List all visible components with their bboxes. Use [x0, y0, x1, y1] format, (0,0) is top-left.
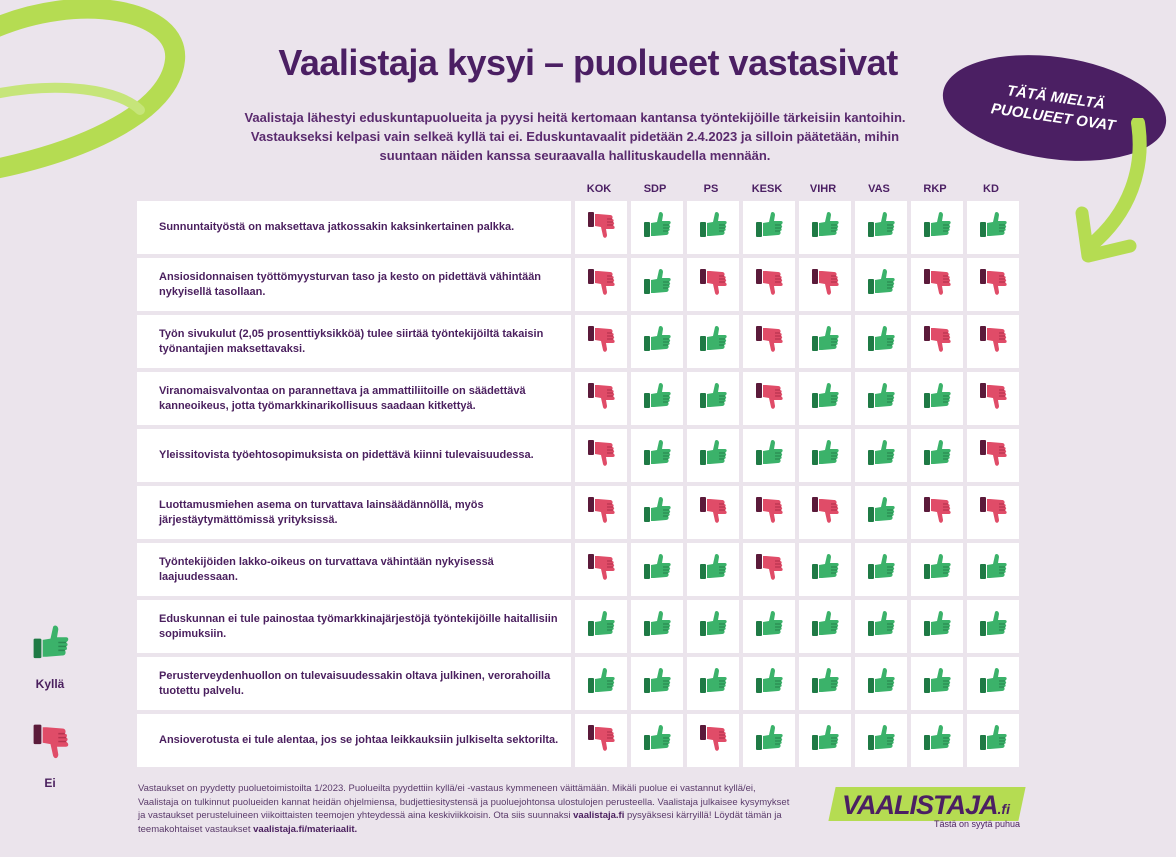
thumbs-up-icon	[642, 381, 672, 416]
answer-kesk	[743, 315, 795, 368]
thumbs-down-icon	[754, 324, 784, 359]
thumbs-down-icon	[754, 381, 784, 416]
answer-vihr	[799, 429, 851, 482]
thumbs-up-icon	[642, 723, 672, 758]
answer-sdp	[631, 600, 683, 653]
party-header-kesk: KESK	[751, 183, 783, 195]
answer-vas	[855, 543, 907, 596]
answer-vihr	[799, 201, 851, 254]
thumbs-up-icon	[642, 666, 672, 701]
thumbs-up-icon	[866, 723, 896, 758]
answer-vihr	[799, 600, 851, 653]
thumbs-down-icon	[922, 324, 952, 359]
thumbs-down-icon	[586, 210, 616, 245]
thumbs-down-icon	[978, 324, 1008, 359]
answer-vihr	[799, 657, 851, 710]
thumbs-up-icon	[866, 324, 896, 359]
answer-kd	[967, 600, 1019, 653]
thumbs-down-icon	[586, 381, 616, 416]
table-row	[137, 657, 1023, 710]
party-header-vihr: VIHR	[809, 183, 837, 195]
answer-vihr	[799, 714, 851, 767]
answer-vas	[855, 315, 907, 368]
table-row	[137, 543, 1023, 596]
answer-kok	[575, 372, 627, 425]
answer-ps	[687, 657, 739, 710]
statement-text: Eduskunnan ei tule painostaa työmarkkinajärjestöjä työntekijöille haitallisiin sopimuksiin.	[137, 600, 571, 653]
thumbs-down-icon	[31, 748, 70, 765]
answer-rkp	[911, 258, 963, 311]
footer-text-1: Vastaukset on pyydetty puoluetoimistoilta 1/2023. Puolueilta pyydettiin kyllä/ei -vastaus kymmeneen väittämään. Mikäli puolue ei vastannut kyllä/ei, Vaalistaja on tulkinnut puolueiden kannat heidän ohjelmiensa, budjettiesitystensä ja puoluejohtonsa ulostulojen perusteella. Vaalistaja julkaisee kysymykset ja vastaukset perusteluineen viikoittaisten teemojen yhteydessä aina keskiviikkoisin. Ota siis suunnaksi	[138, 783, 790, 821]
answer-vihr	[799, 258, 851, 311]
party-header-rkp: RKP	[923, 183, 947, 195]
thumbs-up-icon	[810, 438, 840, 473]
answer-sdp	[631, 486, 683, 539]
thumbs-up-icon	[698, 210, 728, 245]
thumbs-up-icon	[922, 723, 952, 758]
thumbs-up-icon	[866, 552, 896, 587]
answer-ps	[687, 486, 739, 539]
footer-note	[138, 782, 798, 836]
answer-kd	[967, 315, 1019, 368]
answer-kd	[967, 429, 1019, 482]
thumbs-up-icon	[754, 723, 784, 758]
answer-kok	[575, 486, 627, 539]
thumbs-down-icon	[698, 723, 728, 758]
answer-sdp	[631, 543, 683, 596]
answer-rkp	[911, 429, 963, 482]
answer-kesk	[743, 201, 795, 254]
answer-kok	[575, 201, 627, 254]
answer-kok	[575, 429, 627, 482]
answer-kd	[967, 657, 1019, 710]
thumbs-up-icon	[922, 381, 952, 416]
thumbs-up-icon	[810, 324, 840, 359]
party-header-ps: PS	[703, 183, 719, 195]
thumbs-up-icon	[642, 438, 672, 473]
thumbs-down-icon	[586, 552, 616, 587]
thumbs-down-icon	[586, 438, 616, 473]
lime-swoosh-decoration	[0, 0, 200, 220]
answer-sdp	[631, 315, 683, 368]
thumbs-up-icon	[698, 552, 728, 587]
thumbs-up-icon	[698, 438, 728, 473]
thumbs-up-icon	[586, 666, 616, 701]
thumbs-up-icon	[642, 267, 672, 302]
thumbs-down-icon	[978, 267, 1008, 302]
answer-vas	[855, 429, 907, 482]
answer-sdp	[631, 429, 683, 482]
thumbs-up-icon	[978, 210, 1008, 245]
footer-link-site[interactable]: vaalistaja.fi	[573, 810, 625, 821]
answer-vas	[855, 258, 907, 311]
thumbs-up-icon	[978, 609, 1008, 644]
thumbs-up-icon	[698, 666, 728, 701]
thumbs-up-icon	[642, 210, 672, 245]
answer-vihr	[799, 543, 851, 596]
thumbs-down-icon	[810, 495, 840, 530]
thumbs-down-icon	[754, 495, 784, 530]
answer-kd	[967, 486, 1019, 539]
thumbs-up-icon	[922, 210, 952, 245]
table-row	[137, 714, 1023, 767]
thumbs-up-icon	[866, 210, 896, 245]
answer-kok	[575, 600, 627, 653]
answer-rkp	[911, 486, 963, 539]
answer-kok	[575, 714, 627, 767]
table-row	[137, 600, 1023, 653]
thumbs-down-icon	[978, 438, 1008, 473]
answer-ps	[687, 714, 739, 767]
answer-rkp	[911, 372, 963, 425]
answer-rkp	[911, 543, 963, 596]
intro-text: Vaalistaja lähestyi eduskuntapuolueita ja pyysi heitä kertomaan kantansa työntekijöille tärkeisiin kantoihin. Vastaukseksi kelpasi vain selkeä kyllä tai ei. Eduskuntavaalit pidetään 2.4.2023 ja silloin päätetään, mihin suuntaan näiden kanssa seuraavalla hallituskaudella mennään.	[244, 110, 906, 163]
thumbs-up-icon	[866, 495, 896, 530]
thumbs-down-icon	[810, 267, 840, 302]
party-header-row	[573, 183, 1021, 195]
statement-text: Ansioverotusta ei tule alentaa, jos se johtaa leikkauksiin julkiselta sektorilta.	[137, 714, 571, 767]
answer-sdp	[631, 714, 683, 767]
thumbs-up-icon	[642, 552, 672, 587]
table-row	[137, 429, 1023, 482]
logo-main: VAALISTAJA	[842, 790, 998, 820]
thumbs-down-icon	[978, 381, 1008, 416]
answers-table	[137, 201, 1023, 771]
thumbs-up-icon	[810, 609, 840, 644]
vaalistaja-logo[interactable]	[832, 783, 1032, 833]
party-header-sdp: SDP	[643, 183, 667, 195]
thumbs-up-icon	[754, 666, 784, 701]
thumbs-up-icon	[810, 666, 840, 701]
thumbs-up-icon	[31, 649, 70, 666]
thumbs-up-icon	[866, 267, 896, 302]
logo-wordmark	[842, 790, 1010, 821]
table-row	[137, 201, 1023, 254]
statement-text: Työntekijöiden lakko-oikeus on turvattava vähintään nykyisessä laajuudessaan.	[137, 543, 571, 596]
thumbs-up-icon	[978, 552, 1008, 587]
party-header-kd: KD	[983, 183, 999, 195]
answer-ps	[687, 258, 739, 311]
party-header-vas: VAS	[868, 183, 890, 195]
answer-rkp	[911, 315, 963, 368]
thumbs-up-icon	[754, 438, 784, 473]
thumbs-up-icon	[754, 609, 784, 644]
thumbs-up-icon	[922, 666, 952, 701]
footer-link-materials[interactable]: vaalistaja.fi/materiaalit.	[253, 823, 358, 835]
answer-kesk	[743, 543, 795, 596]
thumbs-up-icon	[922, 552, 952, 587]
answer-kok	[575, 657, 627, 710]
answer-ps	[687, 372, 739, 425]
answer-vas	[855, 201, 907, 254]
answer-kd	[967, 372, 1019, 425]
answer-vihr	[799, 486, 851, 539]
answer-vihr	[799, 372, 851, 425]
answer-kesk	[743, 486, 795, 539]
answer-kok	[575, 315, 627, 368]
thumbs-down-icon	[698, 495, 728, 530]
answer-ps	[687, 315, 739, 368]
table-row	[137, 258, 1023, 311]
thumbs-down-icon	[922, 267, 952, 302]
thumbs-down-icon	[698, 267, 728, 302]
answer-rkp	[911, 201, 963, 254]
answer-kesk	[743, 258, 795, 311]
answer-sdp	[631, 657, 683, 710]
answer-kok	[575, 258, 627, 311]
statement-text: Viranomaisvalvontaa on parannettava ja ammattiliitoille on säädettävä kanneoikeus, jotta työmarkkinarikollisuus saadaan kitkettyä.	[137, 372, 571, 425]
thumbs-up-icon	[922, 438, 952, 473]
page-title: Vaalistaja kysyi – puolueet vastasivat	[278, 42, 898, 83]
thumbs-down-icon	[978, 495, 1008, 530]
logo-tagline: Tästä on syytä puhua	[934, 819, 1021, 829]
answer-vas	[855, 657, 907, 710]
answer-kesk	[743, 657, 795, 710]
thumbs-up-icon	[978, 666, 1008, 701]
thumbs-up-icon	[810, 381, 840, 416]
thumbs-up-icon	[698, 324, 728, 359]
thumbs-up-icon	[698, 381, 728, 416]
thumbs-up-icon	[586, 609, 616, 644]
thumbs-up-icon	[866, 609, 896, 644]
footer-text-2: pysyäksesi kärryillä! Löydät tämän ja teemakohtaiset vastaukset	[138, 810, 782, 835]
legend-yes	[30, 623, 70, 691]
legend-no	[30, 722, 70, 790]
statement-text: Perusterveydenhuollon on tulevaisuudessakin oltava julkinen, verorahoilla tuotettu palvelu.	[137, 657, 571, 710]
answer-kd	[967, 543, 1019, 596]
statement-text: Yleissitovista työehtosopimuksista on pidettävä kiinni tulevaisuudessa.	[137, 429, 571, 482]
answer-ps	[687, 600, 739, 653]
answer-ps	[687, 543, 739, 596]
answer-kd	[967, 258, 1019, 311]
answer-rkp	[911, 600, 963, 653]
thumbs-down-icon	[754, 267, 784, 302]
answer-ps	[687, 201, 739, 254]
thumbs-up-icon	[866, 666, 896, 701]
statement-text: Sunnuntaityöstä on maksettava jatkossakin kaksinkertainen palkka.	[137, 201, 571, 254]
answer-kok	[575, 543, 627, 596]
thumbs-up-icon	[642, 495, 672, 530]
thumbs-up-icon	[642, 609, 672, 644]
logo-suffix: .fi	[997, 801, 1010, 817]
thumbs-up-icon	[698, 609, 728, 644]
answer-kd	[967, 714, 1019, 767]
legend-yes-label: Kyllä	[35, 677, 65, 691]
answer-vas	[855, 486, 907, 539]
curved-arrow-icon	[1060, 118, 1160, 268]
table-row	[137, 372, 1023, 425]
statement-text: Ansiosidonnaisen työttömyysturvan taso ja kesto on pidettävä vähintään nykyisellä tasollaan.	[137, 258, 571, 311]
table-row	[137, 486, 1023, 539]
answer-kesk	[743, 714, 795, 767]
thumbs-up-icon	[642, 324, 672, 359]
legend-no-label: Ei	[44, 776, 56, 790]
statement-text: Työn sivukulut (2,05 prosenttiyksikköä) tulee siirtää työntekijöiltä takaisin työnantajien maksettavaksi.	[137, 315, 571, 368]
answer-sdp	[631, 201, 683, 254]
thumbs-up-icon	[754, 210, 784, 245]
answer-vas	[855, 714, 907, 767]
badge-text: TÄTÄ MIELTÄ PUOLUEET OVAT	[989, 82, 1117, 135]
thumbs-down-icon	[922, 495, 952, 530]
answer-ps	[687, 429, 739, 482]
thumbs-up-icon	[810, 552, 840, 587]
thumbs-up-icon	[978, 723, 1008, 758]
thumbs-down-icon	[754, 552, 784, 587]
thumbs-down-icon	[586, 324, 616, 359]
answer-sdp	[631, 372, 683, 425]
answer-vihr	[799, 315, 851, 368]
thumbs-down-icon	[586, 723, 616, 758]
thumbs-up-icon	[866, 438, 896, 473]
answer-vas	[855, 372, 907, 425]
thumbs-up-icon	[810, 210, 840, 245]
thumbs-down-icon	[586, 267, 616, 302]
answer-rkp	[911, 714, 963, 767]
thumbs-up-icon	[922, 609, 952, 644]
answer-kesk	[743, 372, 795, 425]
thumbs-down-icon	[586, 495, 616, 530]
thumbs-up-icon	[866, 381, 896, 416]
answer-kd	[967, 201, 1019, 254]
answer-kesk	[743, 600, 795, 653]
answer-vas	[855, 600, 907, 653]
thumbs-up-icon	[810, 723, 840, 758]
answer-rkp	[911, 657, 963, 710]
statement-text: Luottamusmiehen asema on turvattava lainsäädännöllä, myös järjestäytymättömissä yrityksissä.	[137, 486, 571, 539]
party-header-kok: KOK	[586, 183, 612, 195]
table-row	[137, 315, 1023, 368]
answer-sdp	[631, 258, 683, 311]
answer-kesk	[743, 429, 795, 482]
